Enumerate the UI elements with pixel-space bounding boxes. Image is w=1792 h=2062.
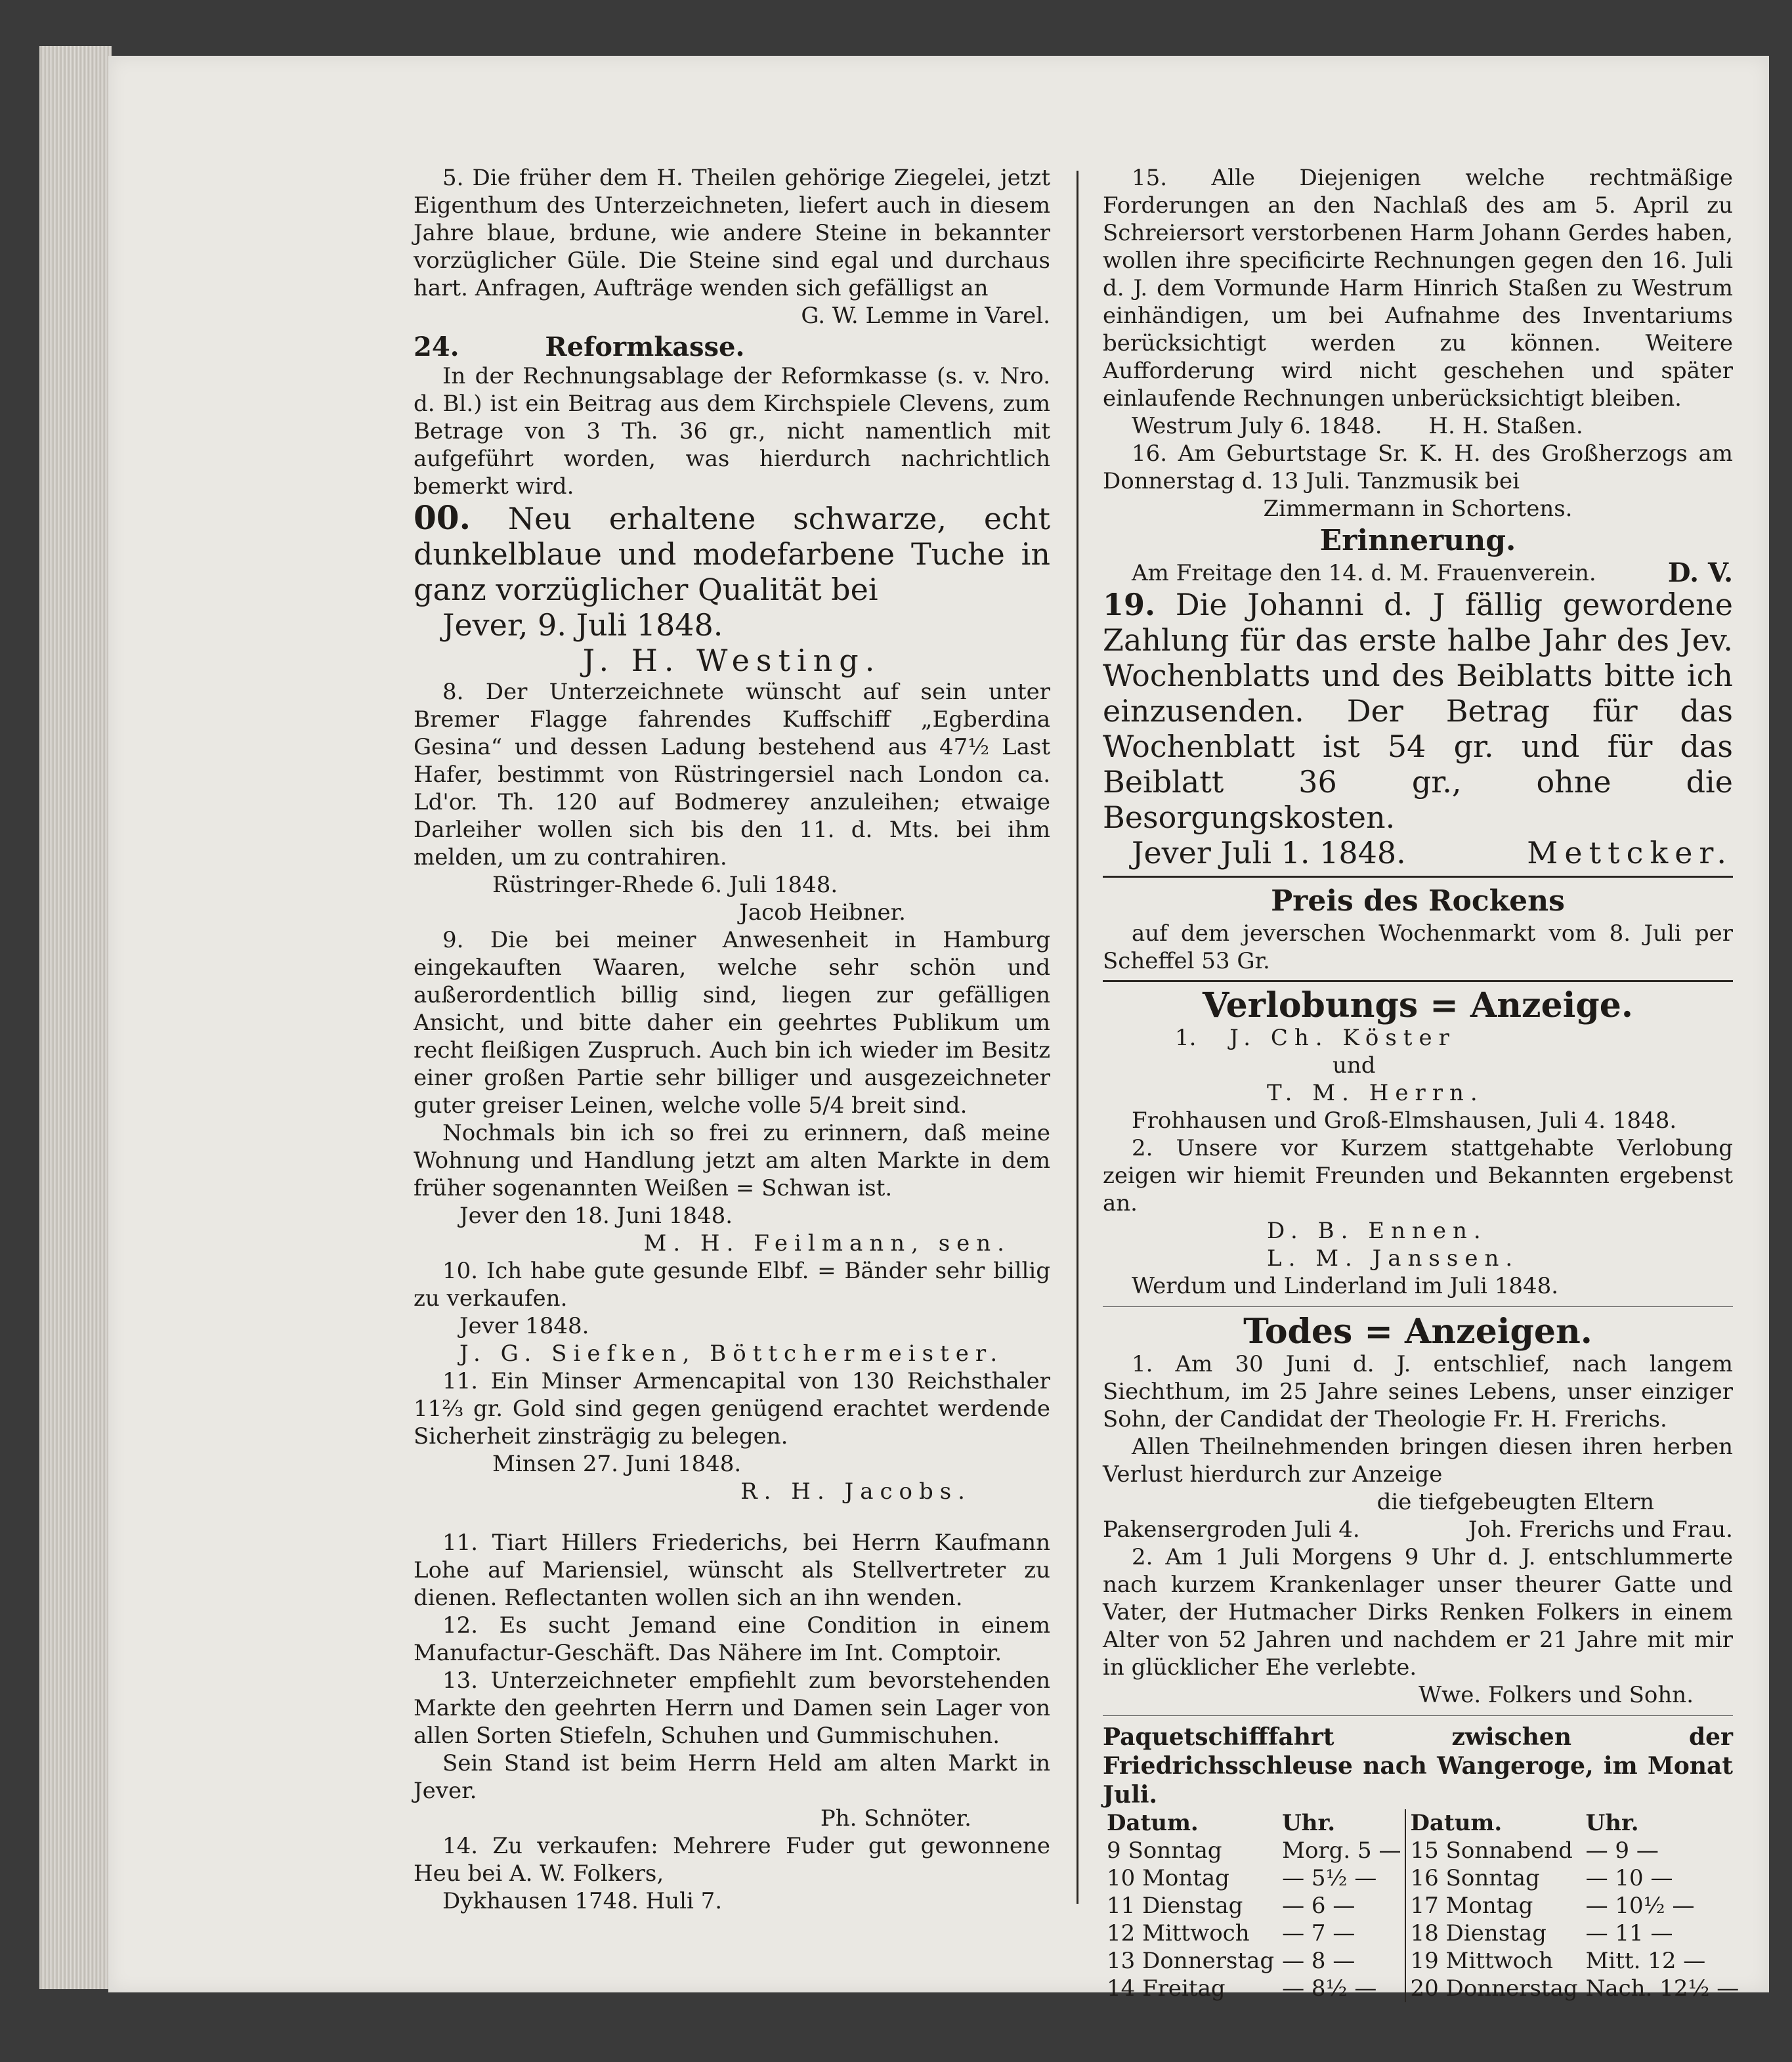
paquet-table-header-row [1103, 1809, 1743, 1837]
table-cell: Morg. 5 — [1282, 1837, 1401, 1864]
preis-title: Preis des Rockens [1271, 884, 1565, 918]
ad-8-text: 8. Der Unterzeichnete wünscht auf sein unter Bremer Flagge fahrendes Kuffschiff „Egberdina Gesina“ und dessen Ladung bestehend aus 47½ Last Hafer, bestimmt von Rüstringersiel nach London ca. Ld'or. Th. 120 auf Bodmerey anzuleihen; etwaige Darleiher wollen sich bis den 11. d. Mts. bei ihm melden, um zu contrahiren. [414, 679, 1050, 870]
todes-2-signature: Wwe. Folkers und Sohn. [1419, 1682, 1694, 1708]
table-row [1103, 1947, 1743, 1975]
table-cell: Nach. 12½ — [1585, 1975, 1739, 2002]
verlobung-1-name-2: T. M. Herrn. [1267, 1080, 1484, 1106]
verlobung-2-name-2: L. M. Janssen. [1267, 1245, 1520, 1272]
table-cell: 20 Donnerstag [1405, 1975, 1581, 2002]
ad-24-title: Reformkasse. [545, 332, 745, 362]
table-cell: 11 Dienstag [1107, 1893, 1243, 1919]
left-column [414, 164, 1050, 1915]
ad-10-place: Jever 1848. [459, 1313, 589, 1339]
ad-19-signature: Mettcker. [1527, 835, 1733, 870]
ad-00-number: 00. [414, 498, 471, 537]
table-cell: — 10½ — [1585, 1893, 1695, 1919]
ad-9-text: 9. Die bei meiner Anwesenheit in Hamburg eingekauften Waaren, welche sehr schön und außerordentlich billig sind, liegen zur gefälligen Ansicht, und bitte daher ein geehrtes Publikum um recht fleißigen Zuspruch. Auch bin ich wieder im Besitz einer großen Partie sehr billiger und ausgezeichneter guter greiser Leinen, welche volle 5/4 breit sind. [414, 927, 1050, 1119]
table-cell: — 5½ — [1282, 1865, 1377, 1891]
ad-15-footer [1103, 412, 1733, 440]
ad-00-text: Neu erhaltene schwarze, echt dunkelblaue und modefarbene Tuche in ganz vorzüglicher Qualität bei [414, 501, 1050, 607]
ad-24-number: 24. [414, 332, 459, 362]
book-page-edge [39, 46, 112, 1989]
table-cell: 12 Mittwoch [1107, 1920, 1250, 1946]
table-cell: 16 Sonntag [1405, 1864, 1581, 1892]
table-cell: — 6 — [1282, 1893, 1355, 1919]
ad-9-signature: M. H. Feilmann, sen. [643, 1230, 1011, 1257]
table-cell: 14 Freitag [1107, 1975, 1226, 2002]
paquet-schedule-table [1103, 1809, 1743, 2002]
todes-1-place: Pakensergroden Juli 4. [1103, 1516, 1360, 1543]
ad-9-place: Jever den 18. Juni 1848. [459, 1203, 733, 1229]
ad-00-place: Jever, 9. Juli 1848. [442, 607, 723, 643]
ad-19-place: Jever Juli 1. 1848. [1132, 835, 1406, 870]
verlobung-1-line [1103, 1024, 1733, 1052]
table-cell: 19 Mittwoch [1405, 1947, 1581, 1975]
ad-8-place: Rüstringer-Rhede 6. Juli 1848. [492, 872, 838, 898]
ad-13-signature: Ph. Schnöter. [820, 1805, 971, 1832]
paquet-header-uhr-2: Uhr. [1585, 1810, 1639, 1836]
ad-15-signature: H. H. Staßen. [1428, 413, 1583, 439]
ad-8-signature: Jacob Heibner. [739, 899, 906, 926]
table-cell: 9 Sonntag [1107, 1837, 1222, 1864]
table-cell: — 11 — [1585, 1920, 1673, 1946]
table-cell: — 8 — [1282, 1948, 1355, 1974]
table-cell: — 9 — [1585, 1837, 1659, 1864]
ad-5-text: 5. Die früher dem H. Theilen gehörige Ziegelei, jetzt Eigenthum des Unterzeichneten, liefert auch in diesem Jahre blaue, brdune, wie andere Steine in bekannter vorzüglicher Güle. Die Steine sind egal und durchaus hart. Anfragen, Aufträge wenden sich gefälligst an [414, 165, 1050, 301]
ad-14-text: 14. Zu verkaufen: Mehrere Fuder gut gewonnene Heu bei A. W. Folkers, [414, 1833, 1050, 1887]
table-cell: — 7 — [1282, 1920, 1355, 1946]
table-cell: Mitt. 12 — [1585, 1948, 1706, 1974]
table-row [1103, 1975, 1743, 2002]
table-cell: 15 Sonnabend [1405, 1837, 1581, 1864]
paquet-title: Paquetschifffahrt zwischen der Friedrichsschleuse nach Wangeroge, im Monat Juli. [1103, 1723, 1733, 1809]
verlobung-1-number: 1. [1175, 1025, 1197, 1051]
section-rule [1103, 1715, 1733, 1716]
todes-1-text-2: Allen Theilnehmenden bringen diesen ihren herben Verlust hierdurch zur Anzeige [1103, 1434, 1733, 1488]
ad-5-signature: G. W. Lemme in Varel. [801, 303, 1050, 329]
section-rule [1103, 980, 1733, 982]
ad-11a-text: 11. Ein Minser Armencapital von 130 Reichsthaler 11⅔ gr. Gold sind gegen genügend erachtet werdende Sicherheit zinsträgig zu belegen. [414, 1368, 1050, 1450]
ad-10-text: 10. Ich habe gute gesunde Elbf. = Bänder sehr billig zu verkaufen. [414, 1258, 1050, 1312]
preis-text: auf dem jeverschen Wochenmarkt vom 8. Juli per Scheffel 53 Gr. [1103, 920, 1733, 974]
ad-14-place: Dykhausen 1748. Huli 7. [442, 1888, 723, 1914]
erinnerung-title: Erinnerung. [1319, 524, 1516, 557]
ad-19-footer [1103, 835, 1733, 870]
ad-10-signature: J. G. Siefken, Böttchermeister. [459, 1341, 1004, 1367]
table-cell: 17 Montag [1405, 1892, 1581, 1920]
ad-11b-text: 11. Tiart Hillers Friederichs, bei Herrn Kaufmann Lohe auf Mariensiel, wünscht als Stellvertreter zu dienen. Reflectanten wollen sich an ihn wenden. [414, 1530, 1050, 1611]
ad-16-signature: Zimmermann in Schortens. [1263, 496, 1573, 522]
paquet-header-datum-1: Datum. [1107, 1810, 1199, 1836]
table-row [1103, 1920, 1743, 1947]
erinnerung-signature: D. V. [1667, 557, 1733, 588]
paquet-header-datum-2: Datum. [1405, 1809, 1581, 1837]
table-row [1103, 1864, 1743, 1892]
erinnerung-text: Am Freitage den 14. d. M. Frauenverein. [1132, 560, 1596, 586]
ad-16-text: 16. Am Geburtstage Sr. K. H. des Großherzogs am Donnerstag d. 13 Juli. Tanzmusik bei [1103, 440, 1733, 494]
section-rule [1103, 1306, 1733, 1307]
table-cell: — 10 — [1585, 1865, 1673, 1891]
ad-19-number: 19. [1103, 587, 1156, 622]
paquet-header-uhr-1: Uhr. [1282, 1810, 1336, 1836]
todes-1-signature-2: Joh. Frerichs und Frau. [1468, 1516, 1733, 1543]
ad-15-text: 15. Alle Diejenigen welche rechtmäßige Forderungen an den Nachlaß des am 5. April zu Schreiersort verstorbenen Harm Johann Gerdes haben, wollen ihre specificirte Rechnungen gegen den 16. Juli d. J. dem Vormunde Harm Hinrich Staßen zu Westrum einhändigen, um bei Aufnahme des Inventariums berücksichtigt werden zu können. Weitere Aufforderung wird nicht geschehen und später einlaufende Rechnungen unberücksichtigt bleiben. [1103, 165, 1733, 412]
ad-13-text-2: Sein Stand ist beim Herrn Held am alten Markt in Jever. [414, 1750, 1050, 1804]
verlobung-title: Verlobungs = Anzeige. [1203, 985, 1633, 1025]
ad-24-heading [414, 333, 1050, 362]
verlobung-1-place: Frohhausen und Groß-Elmshausen, Juli 4. 1848. [1132, 1107, 1677, 1134]
todes-title: Todes = Anzeigen. [1243, 1312, 1592, 1352]
ad-00-signature: J. H. Westing. [582, 643, 882, 678]
ad-19-text: Die Johanni d. J fällig gewordene Zahlung für das erste halbe Jahr des Jev. Wochenblatts und des Beiblatts bitte ich einzusenden. Der Betrag für das Wochenblatt ist 54 gr. und für das Beiblatt 36 gr., ohne die Besorgungskosten. [1103, 587, 1733, 835]
todes-1-signature-1: die tiefgebeugten Eltern [1376, 1489, 1654, 1515]
verlobung-1-name-1: J. Ch. Köster [1229, 1025, 1456, 1051]
table-row [1103, 1892, 1743, 1920]
ad-11a-place: Minsen 27. Juni 1848. [492, 1451, 742, 1477]
table-cell: — 8½ — [1282, 1975, 1377, 2002]
ad-15-place: Westrum July 6. 1848. [1132, 413, 1382, 439]
ad-12-text: 12. Es sucht Jemand eine Condition in einem Manufactur-Geschäft. Das Nähere im Int. Comptoir. [414, 1612, 1050, 1666]
ad-00-paragraph [414, 500, 1050, 607]
verlobung-2-name-1: D. B. Ennen. [1267, 1218, 1487, 1244]
ad-13-text: 13. Unterzeichneter empfiehlt zum bevorstehenden Markte den geehrten Herrn und Damen sein Lager von allen Sorten Stiefeln, Schuhen und Gummischuhen. [414, 1667, 1050, 1749]
table-cell: 13 Donnerstag [1107, 1948, 1275, 1974]
ad-9-text-2: Nochmals bin ich so frei zu erinnern, daß meine Wohnung und Handlung jetzt am alten Markte in dem früher sogenannten Weißen = Schwan ist. [414, 1120, 1050, 1201]
table-row [1103, 1837, 1743, 1864]
ad-19-paragraph [1103, 587, 1733, 835]
table-cell: 10 Montag [1107, 1865, 1229, 1891]
todes-1-text: 1. Am 30 Juni d. J. entschlief, nach langem Siechthum, im 25 Jahre seines Lebens, unser einziger Sohn, der Candidat der Theologie Fr. H. Frerichs. [1103, 1351, 1733, 1432]
verlobung-2-text: 2. Unsere vor Kurzem stattgehabte Verlobung zeigen wir hiemit Freunden und Bekannten ergebenst an. [1103, 1135, 1733, 1216]
todes-2-text: 2. Am 1 Juli Morgens 9 Uhr d. J. entschlummerte nach kurzem Krankenlager unser theurer Gatte und Vater, der Hutmacher Dirks Renken Folkers in einem Alter von 52 Jahren und nachdem er 21 Jahre mit mir in glücklicher Ehe verlebte. [1103, 1544, 1733, 1681]
verlobung-2-place: Werdum und Linderland im Juli 1848. [1132, 1273, 1559, 1299]
verlobung-1-und: und [1333, 1052, 1376, 1079]
ad-11a-signature: R. H. Jacobs. [740, 1478, 971, 1505]
erinnerung-line [1103, 559, 1733, 587]
column-divider [1077, 171, 1078, 1904]
ad-24-text: In der Rechnungsablage der Reformkasse (s. v. Nro. d. Bl.) ist ein Beitrag aus dem Kirchspiele Clevens, zum Betrage von 3 Th. 36 gr., nicht namentlich mit aufgeführt worden, was hierdurch nachrichtlich bemerkt wird. [414, 363, 1050, 500]
todes-1-footer [1103, 1516, 1733, 1543]
spacer [414, 1505, 1050, 1529]
table-cell: 18 Dienstag [1405, 1920, 1581, 1947]
section-rule [1103, 876, 1733, 878]
right-column [1103, 164, 1739, 2002]
